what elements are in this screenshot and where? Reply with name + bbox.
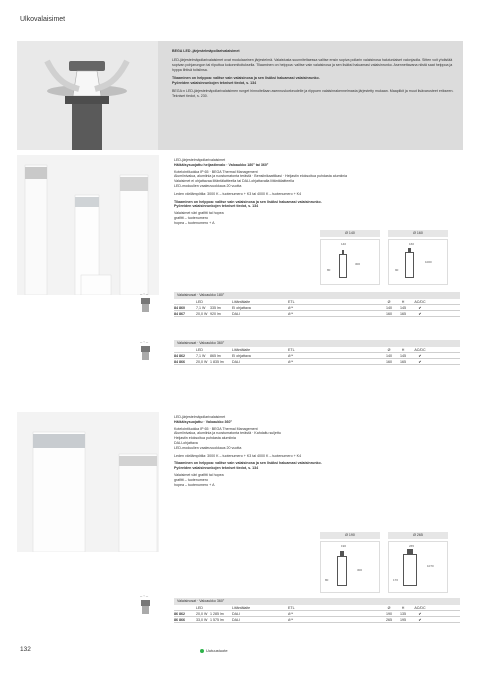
s2-line-1: LED-järjestelmäpollarivalaisimet	[174, 415, 226, 419]
s2-dim-head-2: Ø 265	[388, 532, 448, 539]
lumen: 1 575 lm	[210, 618, 224, 622]
footer-legend	[200, 648, 228, 653]
acdc-check: ✔	[418, 360, 422, 364]
table-row	[174, 359, 460, 365]
header-cell: H	[401, 300, 405, 304]
article-number: 86 862	[174, 612, 185, 616]
s2-dim-drawing-2	[388, 541, 448, 593]
s2-dim-2-h: 1070	[427, 564, 434, 568]
lumen: 1 835 lm	[210, 360, 224, 364]
header-cell: LED	[196, 348, 203, 352]
header-cell	[174, 605, 196, 610]
control-gear: Ei ohjattava	[232, 354, 251, 358]
table-row	[174, 617, 460, 623]
spacer	[340, 353, 382, 358]
height: 165	[400, 312, 406, 316]
s2-line-2: Häikäisysuojattu · Valoaukko 360°	[174, 419, 232, 424]
spacer	[340, 305, 382, 310]
s2-dim-drawing-1	[320, 541, 380, 593]
diameter: 160	[386, 360, 392, 364]
intro-product-photo	[17, 41, 158, 150]
s2-finish-2: grafitti – tuotenumero	[174, 477, 208, 482]
header-cell: ETL	[288, 606, 295, 610]
s1-finish-2: grafitti – tuotenumero	[174, 215, 208, 220]
intro-paragraph-2: BEGA:n LED-järjestelmäpollarivalaisimen runget hinnoitellaan asennuskorkeudelle ja riippuen valaisinrakennelmasta järjestetty mukaan. Maapiikit ja muut lisävarusteet erikseen. Tekniset tiedot, s. 230.	[172, 89, 454, 98]
section-2-description	[174, 415, 374, 489]
s1-dim-2-b: 90	[395, 268, 399, 272]
bollard-outline	[403, 554, 417, 586]
acdc-check: ✔	[418, 354, 422, 358]
s2-line-3: Kotelointiluokka IP 65 · BEGA Thermal Management	[174, 426, 258, 431]
height: 165	[400, 360, 406, 364]
s2-reference: Pyöreiden valaisinrunkojen tekniset tiedot, s. 134	[174, 466, 259, 471]
height: 135	[400, 612, 406, 616]
bollard-outline	[337, 556, 347, 586]
s2-line-7: LED-moduulien vaaleuvuokkaus 20 vuotta	[174, 445, 242, 450]
article-number: 84 866	[174, 360, 185, 364]
article-number: 84 862	[174, 354, 185, 358]
beam-360-marker: – ◦ –	[140, 339, 149, 344]
bollard-outline	[339, 254, 347, 278]
efficiency: A**	[288, 612, 294, 616]
header-cell: ETL	[288, 348, 295, 352]
table-title: Valaisinosat · Valoaukko 360°	[174, 598, 460, 605]
header-cell: H	[401, 348, 405, 352]
intro-title: BEGA LED -järjestelmäpollarivalaisimet	[172, 49, 240, 53]
diameter: 140	[386, 354, 392, 358]
s1-line-4: Alumiinivalua, alumiinia ja ruostumatonta terästä · Bensiinikaattikasi · Heijastin eloksoitua puhdasta alumiinia	[174, 174, 347, 179]
height: 195	[400, 618, 406, 622]
s2-dim-head-1: Ø 190	[320, 532, 380, 539]
header-cell: Liitäntälaite	[232, 300, 251, 304]
intro-paragraph-1: LED-järjestelmäpollarivalaisimet ovat modulaarinen järjestelmä. Valaistusta suunniteltaessa valitse ensin sopiva pollarin valaisinosa halutunlaiset valonjaolla. Sitten voit yhdistää sopivan pohjarungon tai riiputtua kokonmitoituksella. Tilaaminen on helppoa: valitse vain valaisinosa ja sen lisäksi haluamasi valaisinrunko. Asennettavana niistä saat helppoa ja hyppa lihtisä toiisiinsa.	[172, 58, 453, 72]
header-cell: Ø	[387, 300, 391, 304]
header-cell: H	[401, 606, 405, 610]
spacer	[340, 617, 382, 622]
power: 7,1 W	[196, 306, 206, 310]
section-1-description	[174, 158, 374, 228]
s1-dim-2-top: 160	[409, 242, 415, 246]
lumen: 920 lm	[210, 312, 221, 316]
diameter: 140	[386, 306, 392, 310]
efficiency: A**	[288, 618, 294, 622]
power: 20,0 W	[196, 312, 208, 316]
header-cell: LED	[196, 300, 203, 304]
s1-ordering-note: Tilaaminen on helppoa: valitse vain valaisinosa ja sen lisäksi haluamasi valaisinrunko.	[174, 199, 322, 204]
bollard-row-illustration	[17, 155, 159, 295]
bollard-pair-illustration	[17, 412, 159, 552]
s2-table-360	[174, 598, 460, 623]
beam-360-marker: – ◦ –	[140, 593, 149, 598]
bollard-top	[408, 248, 411, 252]
s1-line-6: LED-moduulien vaaleuvuokkaus 20 vuotta	[174, 183, 242, 188]
efficiency: A**	[288, 312, 294, 316]
height: 145	[400, 306, 406, 310]
s2-dim-2-top: 265	[409, 544, 415, 548]
s2-line-4: Alumiinivalua, alumiinia ja ruostumatonta terästä · Kahdaltu suljettu	[174, 431, 281, 436]
lumen: 335 lm	[210, 306, 221, 310]
s2-dim-2-b: 170	[393, 578, 399, 582]
table-row	[174, 311, 460, 317]
s2-line-5: Heijastin eloksoitua puhdasta alumiinia	[174, 436, 236, 441]
s1-table-180	[174, 292, 460, 317]
section-title: Ulkovalaisimet	[20, 16, 66, 23]
footer-legend-label: Uutuustuote	[206, 648, 228, 653]
bollard-top	[407, 549, 413, 554]
article-number: 84 860	[174, 306, 185, 310]
article-number: 86 866	[174, 618, 185, 622]
s2-ordering-note: Tilaaminen on helppoa: valitse vain valaisinosa ja sen lisäksi haluamasi valaisinrunko.	[174, 461, 322, 466]
intro-ordering-note: Tilaaminen on helppoa: valitse vain valaisinosa ja sen lisäksi haluamasi valaisinrunko.	[172, 76, 320, 80]
diameter: 265	[386, 618, 392, 622]
article-number: 84 867	[174, 312, 185, 316]
header-cell: ETL	[288, 300, 295, 304]
section-thumbnail-icon	[140, 298, 151, 312]
acdc-check: ✔	[418, 612, 422, 616]
page-number: 132	[20, 646, 31, 653]
s1-finish-3: hopea – tuotenumero + A	[174, 220, 215, 225]
section-thumbnail-icon	[140, 600, 151, 614]
power: 7,1 W	[196, 354, 206, 358]
header-cell: AC/DC	[414, 300, 426, 304]
spacer	[340, 311, 382, 316]
s1-dim-1-top: 140	[341, 242, 347, 246]
s1-dim-head-2: Ø 160	[388, 230, 448, 237]
new-product-dot-icon	[200, 649, 204, 653]
s2-line-6: DALI-ohjattava	[174, 440, 198, 445]
s2-finish-1: Valaisimet väri grafitti tai hopea	[174, 472, 224, 477]
s1-dim-1-b: 80	[327, 268, 331, 272]
header-cell: Ø	[387, 348, 391, 352]
header-cell: Ø	[387, 606, 391, 610]
s1-dim-drawing-1	[320, 239, 380, 285]
control-gear: Ei ohjattava	[232, 306, 251, 310]
s2-color-temp: Leden värilämpötila: 3000 K – tuotenumero + K3 tai 4000 K – tuotenumero + K4	[174, 453, 302, 458]
acdc-check: ✔	[418, 306, 422, 310]
efficiency: A**	[288, 354, 294, 358]
height: 145	[400, 354, 406, 358]
control-gear: DALI	[232, 312, 240, 316]
s1-dim-1-h: 300	[355, 262, 361, 266]
s1-color-temp: Leden värilämpötila: 3000 K – tuotenumero + K3 tai 4000 K – tuotenumero + K4	[174, 191, 302, 196]
s1-dim-2-h: 1000	[425, 260, 432, 264]
control-gear: DALI	[232, 360, 240, 364]
s1-reference: Pyöreiden valaisinrunkojen tekniset tiedot, s. 134	[174, 204, 259, 209]
spacer	[340, 359, 382, 364]
bollard-outline	[405, 252, 414, 278]
s1-line-1: LED-järjestelmäpollarivalaisimet	[174, 158, 226, 162]
header-cell	[174, 299, 196, 304]
acdc-check: ✔	[418, 312, 422, 316]
spacer	[340, 347, 382, 352]
spacer	[340, 611, 382, 616]
header-cell: Liitäntälaite	[232, 348, 251, 352]
s1-dim-drawing-2	[388, 239, 448, 285]
s2-dim-1-top: 190	[341, 544, 347, 548]
s1-table-360	[174, 340, 460, 365]
s2-dim-1-b: 80	[325, 578, 329, 582]
s2-finish-3: hopea – tuotenumero + A	[174, 482, 215, 487]
power: 20,0 W	[196, 360, 208, 364]
table-title: Valaisinosat · Valoaukko 180°	[174, 292, 460, 299]
s1-line-2: Häikäisysuojattu heijastinvalo · Valoaukko 180° tai 360°	[174, 162, 269, 167]
acdc-check: ✔	[418, 618, 422, 622]
header-cell: Liitäntälaite	[232, 606, 251, 610]
spacer	[340, 605, 382, 610]
intro-text	[172, 49, 457, 102]
intro-panel	[17, 41, 463, 150]
section-thumbnail-icon	[140, 346, 151, 360]
s1-line-5: Valaisimet ei ohjattavaa ilitäntälaitteella tai DALI-ohjattavalla liitäntälaitteella	[174, 179, 294, 184]
s1-dim-head-1: Ø 140	[320, 230, 380, 237]
intro-reference: Pyöreiden valaisinrunkojen tekniset tiedot, s. 134	[172, 81, 257, 85]
power: 20,0 W	[196, 612, 208, 616]
beam-180-marker: – ◦ –	[140, 291, 149, 296]
lumen: 865 lm	[210, 354, 221, 358]
s2-dim-1-h: 300	[357, 568, 363, 572]
control-gear: DALI	[232, 612, 240, 616]
s1-finish-1: Valaisimet väri grafitti tai hopea	[174, 211, 224, 216]
s1-line-3: Kotelointiluokka IP 65 · BEGA Thermal Management	[174, 169, 258, 174]
header-cell: AC/DC	[414, 606, 426, 610]
diameter: 160	[386, 312, 392, 316]
header-cell: LED	[196, 606, 203, 610]
bollard-top	[340, 551, 344, 556]
bollard-luminaire-illustration	[17, 41, 158, 150]
product-photo-360	[17, 412, 159, 552]
product-photo-180	[17, 155, 159, 295]
header-cell	[174, 347, 196, 352]
table-title: Valaisinosat · Valoaukko 360°	[174, 340, 460, 347]
control-gear: DALI	[232, 618, 240, 622]
lumen: 1 285 lm	[210, 612, 224, 616]
diameter: 190	[386, 612, 392, 616]
efficiency: A**	[288, 360, 294, 364]
power: 33,0 W	[196, 618, 208, 622]
bollard-top	[342, 250, 344, 254]
header-cell: AC/DC	[414, 348, 426, 352]
efficiency: A**	[288, 306, 294, 310]
